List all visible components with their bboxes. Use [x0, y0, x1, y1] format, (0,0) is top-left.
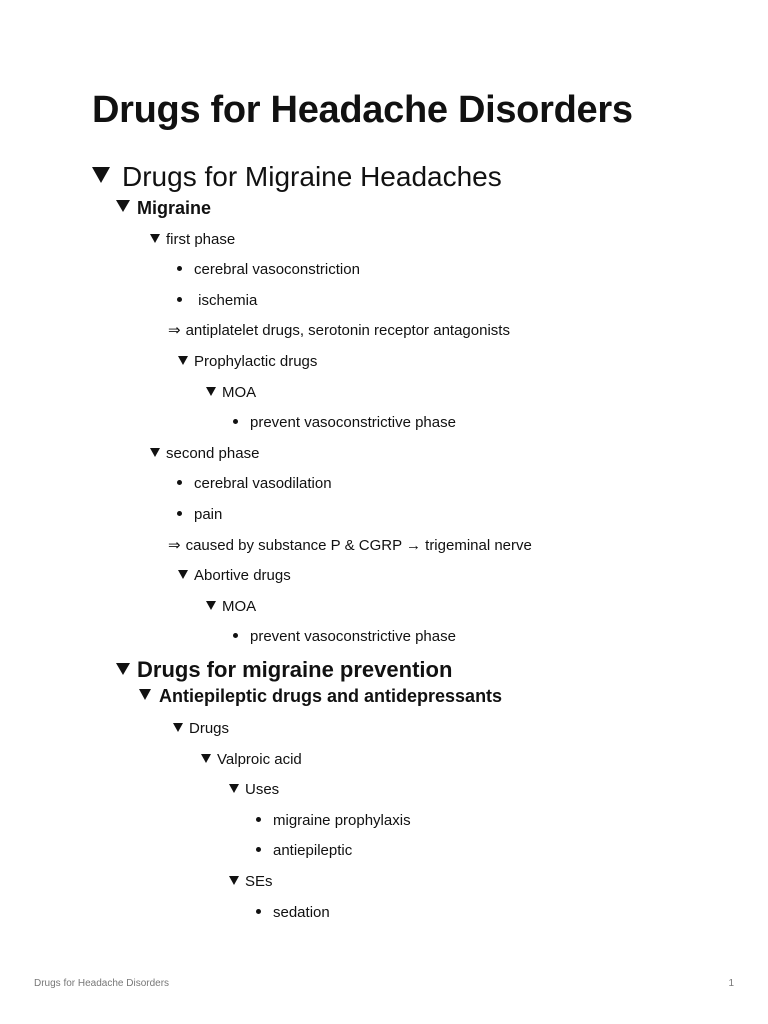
- toggle-abortive-drugs[interactable]: [178, 566, 291, 586]
- toggle-triangle-icon[interactable]: [150, 448, 160, 457]
- second-phase-label: second phase: [166, 445, 260, 462]
- bullet-icon: [256, 909, 261, 914]
- list-item: [256, 903, 330, 923]
- bullet-icon: [256, 847, 261, 852]
- toggle-triangle-icon[interactable]: [229, 784, 239, 793]
- bullet-icon: [177, 266, 182, 271]
- bullet-icon: [233, 419, 238, 424]
- toggle-triangle-icon[interactable]: [201, 754, 211, 763]
- list-item-text: prevent vasoconstrictive phase: [250, 414, 456, 431]
- moa-label: MOA: [222, 598, 257, 615]
- list-item-text: cerebral vasoconstriction: [194, 261, 360, 278]
- list-item-text: pain: [194, 506, 223, 523]
- list-item: [233, 413, 456, 433]
- toggle-moa[interactable]: [206, 597, 256, 617]
- heading-migraine: Migraine: [137, 198, 212, 218]
- list-item-text: prevent vasoconstrictive phase: [250, 628, 456, 645]
- list-item: [256, 841, 352, 861]
- list-item-text: sedation: [273, 904, 330, 921]
- footer-doc-title: Drugs for Headache Disorders: [34, 978, 170, 989]
- toggle-second-phase[interactable]: [150, 444, 259, 464]
- arrow-note-text: antiplatelet drugs, serotonin receptor antagonists: [185, 322, 510, 339]
- list-item-text: cerebral vasodilation: [194, 475, 332, 492]
- heading-antiepileptic: Antiepileptic drugs and antidepressants: [159, 686, 503, 706]
- toggle-moa[interactable]: [206, 383, 256, 403]
- arrow-note: [168, 536, 532, 556]
- toggle-triangle-icon[interactable]: [116, 200, 130, 212]
- list-item: [177, 474, 332, 494]
- bullet-icon: [177, 480, 182, 485]
- abortive-label: Abortive drugs: [194, 567, 291, 584]
- list-item: [177, 505, 222, 525]
- toggle-migraine[interactable]: [116, 196, 211, 220]
- toggle-uses[interactable]: [229, 780, 279, 800]
- list-item: [256, 811, 411, 831]
- toggle-triangle-icon[interactable]: [173, 723, 183, 732]
- toggle-ses[interactable]: [229, 872, 273, 892]
- moa-label: MOA: [222, 384, 257, 401]
- arrow-note: [168, 321, 510, 341]
- bullet-icon: [256, 817, 261, 822]
- toggle-triangle-icon[interactable]: [206, 601, 216, 610]
- list-item-text: ischemia: [194, 292, 258, 309]
- toggle-drugs[interactable]: [173, 719, 229, 739]
- list-item: [177, 291, 257, 311]
- toggle-triangle-icon[interactable]: [178, 356, 188, 365]
- toggle-triangle-icon[interactable]: [150, 234, 160, 243]
- toggle-triangle-icon[interactable]: [206, 387, 216, 396]
- heading-migraine-prevention: Drugs for migraine prevention: [137, 657, 453, 682]
- prophylactic-label: Prophylactic drugs: [194, 353, 318, 370]
- drugs-label: Drugs: [189, 720, 230, 737]
- double-arrow-icon: ⇒: [168, 537, 181, 554]
- valproic-label: Valproic acid: [217, 751, 302, 768]
- bullet-icon: [233, 633, 238, 638]
- list-item-text: antiepileptic: [273, 842, 353, 859]
- list-item: [177, 260, 360, 280]
- toggle-migraine-prevention[interactable]: [116, 656, 452, 684]
- double-arrow-icon: ⇒: [168, 322, 181, 339]
- toggle-triangle-icon[interactable]: [139, 689, 151, 700]
- footer-page-number: 1: [728, 978, 734, 989]
- toggle-first-phase[interactable]: [150, 230, 235, 250]
- toggle-antiepileptic[interactable]: [139, 684, 502, 708]
- bullet-icon: [177, 511, 182, 516]
- toggle-valproic-acid[interactable]: [201, 750, 302, 770]
- list-item-text: migraine prophylaxis: [273, 812, 411, 829]
- heading-migraine-headaches: Drugs for Migraine Headaches: [122, 161, 502, 192]
- toggle-prophylactic-drugs[interactable]: [178, 352, 317, 372]
- first-phase-label: first phase: [166, 231, 236, 248]
- toggle-triangle-icon[interactable]: [116, 663, 130, 675]
- bullet-icon: [177, 297, 182, 302]
- toggle-triangle-icon[interactable]: [178, 570, 188, 579]
- list-item: [233, 627, 456, 647]
- uses-label: Uses: [245, 781, 280, 798]
- toggle-migraine-headaches[interactable]: [92, 160, 502, 194]
- toggle-triangle-icon[interactable]: [92, 167, 110, 183]
- arrow-note-text: caused by substance P & CGRP → trigeminal nerve: [185, 537, 532, 554]
- toggle-triangle-icon[interactable]: [229, 876, 239, 885]
- ses-label: SEs: [245, 873, 273, 890]
- page-title: Drugs for Headache Disorders: [92, 89, 633, 131]
